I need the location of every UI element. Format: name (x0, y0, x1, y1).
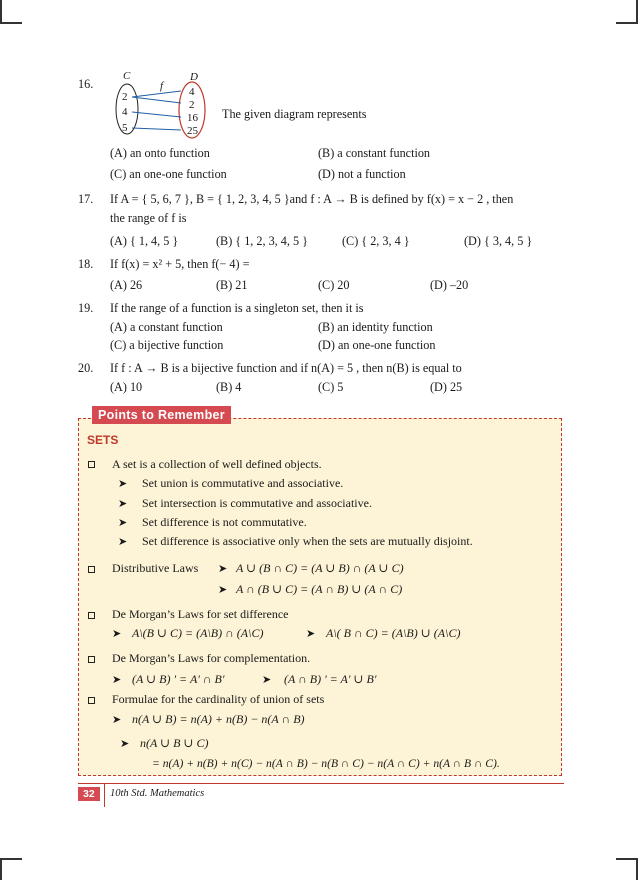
set-c-item: 5 (122, 122, 128, 134)
points-to-remember-title: Points to Remember (92, 406, 231, 424)
page-number: 32 (78, 787, 100, 801)
cardinality-label: Formulae for the cardinality of union of sets (112, 692, 325, 706)
option: (B) an identity function (318, 320, 433, 334)
arrowhead-bullet-icon: ➤ (118, 535, 128, 548)
option: (D) 25 (430, 380, 463, 394)
set-d-label: D (190, 71, 198, 83)
crop-mark (636, 0, 638, 22)
question-number: 19. (78, 301, 94, 315)
set-c-label: C (123, 70, 131, 82)
sets-heading: SETS (87, 433, 119, 447)
crop-mark (616, 22, 638, 24)
arrowhead-bullet-icon: ➤ (112, 673, 122, 686)
option: (C) an one-one function (110, 167, 227, 181)
distributive-law: A ∩ (B ∪ C) = (A ∩ B) ∪ (A ∩ C) (236, 582, 403, 596)
book-title: 10th Std. Mathematics (110, 788, 205, 799)
option: (B) a constant function (318, 146, 431, 160)
demorgan-difference-law: A\( B ∩ C) = (A\B) ∪ (A\C) (326, 626, 461, 640)
option: (A) an onto function (110, 146, 210, 160)
footer-divider (104, 783, 105, 807)
question-stem: The given diagram represents (222, 107, 367, 121)
option: (A) { 1, 4, 5 } (110, 234, 179, 248)
arrowhead-bullet-icon: ➤ (218, 562, 228, 575)
option: (A) 10 (110, 380, 143, 394)
option: (C) 5 (318, 380, 344, 394)
option: (C) { 2, 3, 4 } (342, 234, 410, 248)
option: (D) –20 (430, 278, 469, 292)
demorgan-complement-law: (A ∩ B) ' = A' ∪ B' (284, 672, 377, 686)
arrowhead-bullet-icon: ➤ (120, 737, 130, 750)
arrowhead-bullet-icon: ➤ (262, 673, 272, 686)
cardinality-formula: = n(A) + n(B) + n(C) − n(A ∩ B) − n(B ∩ C) − n(A ∩ C) + n(A ∩ B ∩ C). (152, 757, 500, 770)
arrowhead-bullet-icon: ➤ (112, 713, 122, 726)
demorgan-difference-law: A\(B ∪ C) = (A\B) ∩ (A\C) (132, 626, 264, 640)
option: (A) a constant function (110, 320, 223, 334)
question-number: 20. (78, 361, 94, 375)
cardinality-formula: n(A ∪ B) = n(A) + n(B) − n(A ∩ B) (132, 712, 305, 726)
arrowhead-bullet-icon: ➤ (306, 627, 316, 640)
option: (D) { 3, 4, 5 } (464, 234, 533, 248)
question-number: 18. (78, 257, 94, 271)
set-c-item: 4 (122, 106, 128, 118)
question-stem: If A = { 5, 6, 7 }, B = { 1, 2, 3, 4, 5 }and f : A → B is defined by f(x) = x − 2 , then (110, 192, 514, 206)
option: (C) 20 (318, 278, 350, 292)
question-stem: If f(x) = x² + 5, then f(− 4) = (110, 257, 250, 271)
checkbox-bullet-icon (88, 697, 95, 704)
crop-mark (616, 858, 638, 860)
question-stem: If the range of a function is a singleton set, then it is (110, 301, 364, 315)
set-property: Set difference is associative only when the sets are mutually disjoint. (142, 534, 473, 548)
set-d-item: 4 (189, 86, 195, 98)
crop-mark (0, 0, 2, 22)
checkbox-bullet-icon (88, 612, 95, 619)
set-property: Set difference is not commutative. (142, 515, 307, 529)
set-property: Set union is commutative and associative. (142, 476, 344, 490)
option: (A) 26 (110, 278, 143, 292)
option: (B) { 1, 2, 3, 4, 5 } (216, 234, 308, 248)
set-d-item: 2 (189, 99, 195, 111)
arrowhead-bullet-icon: ➤ (112, 627, 122, 640)
crop-mark (0, 858, 22, 860)
option: (C) a bijective function (110, 338, 224, 352)
set-definition: A set is a collection of well defined objects. (112, 457, 322, 471)
distributive-law: A ∪ (B ∩ C) = (A ∪ B) ∩ (A ∪ C) (236, 561, 404, 575)
footer-rule (78, 783, 564, 784)
distributive-label: Distributive Laws (112, 561, 199, 575)
function-label: f (160, 80, 164, 92)
checkbox-bullet-icon (88, 461, 95, 468)
set-c-item: 2 (122, 91, 128, 103)
crop-mark (0, 22, 22, 24)
demorgan-difference-label: De Morgan’s Laws for set difference (112, 607, 289, 621)
crop-mark (0, 858, 2, 880)
option: (B) 4 (216, 380, 242, 394)
set-d-item: 25 (187, 125, 198, 137)
checkbox-bullet-icon (88, 566, 95, 573)
question-number: 16. (78, 77, 94, 91)
arrowhead-bullet-icon: ➤ (118, 477, 128, 490)
question-number: 17. (78, 192, 94, 206)
option: (D) not a function (318, 167, 406, 181)
set-d-item: 16 (187, 112, 198, 124)
arrowhead-bullet-icon: ➤ (118, 516, 128, 529)
demorgan-complement-label: De Morgan’s Laws for complementation. (112, 651, 311, 665)
set-property: Set intersection is commutative and associative. (142, 496, 372, 510)
option: (D) an one-one function (318, 338, 436, 352)
option: (B) 21 (216, 278, 248, 292)
arrowhead-bullet-icon: ➤ (218, 583, 228, 596)
arrowhead-bullet-icon: ➤ (118, 497, 128, 510)
crop-mark (636, 858, 638, 880)
question-stem: the range of f is (110, 211, 187, 225)
demorgan-complement-law: (A ∪ B) ' = A' ∩ B' (132, 672, 225, 686)
checkbox-bullet-icon (88, 656, 95, 663)
cardinality-formula: n(A ∪ B ∪ C) (140, 736, 209, 750)
question-stem: If f : A → B is a bijective function and if n(A) = 5 , then n(B) is equal to (110, 361, 462, 375)
